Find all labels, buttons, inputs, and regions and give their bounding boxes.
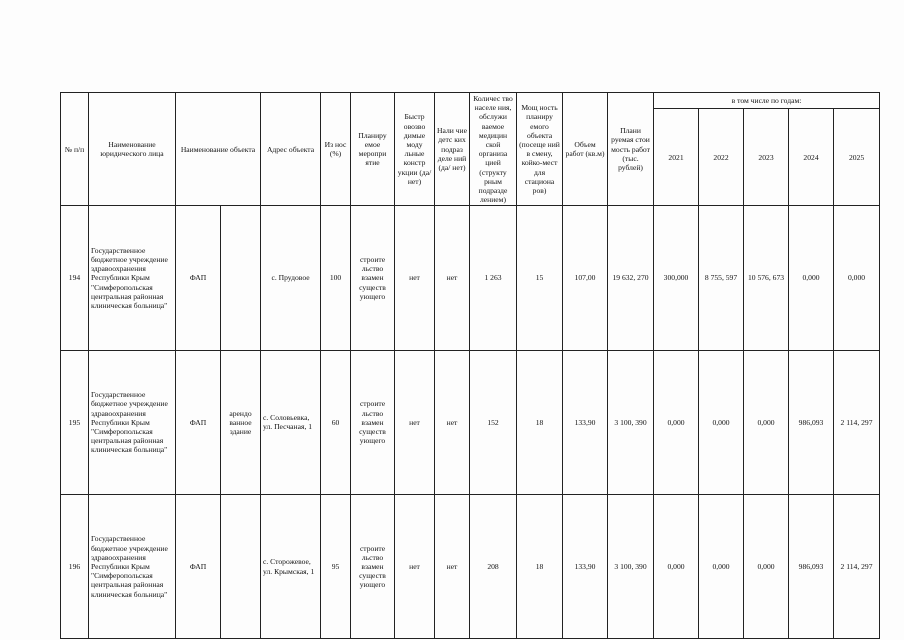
cell-planned-event: строите льство взамен существ ующего	[351, 206, 395, 350]
header-modular: Быстр овозво димые моду льные констр укции (да/ нет)	[395, 93, 435, 206]
cell-year-2024: 986,093	[789, 350, 834, 494]
cell-modular: нет	[395, 350, 435, 494]
cell-children-unit: нет	[435, 350, 470, 494]
cell-wear: 95	[321, 494, 351, 638]
header-year-2025: 2025	[834, 109, 880, 206]
header-capacity: Мощ ность планиру емого объекта (посеще ний в смену, койко-мест для стациона ров)	[517, 93, 563, 206]
cell-address: с. Соловьевка, ул. Песчаная, 1	[261, 350, 321, 494]
cell-planned-cost: 3 100, 390	[608, 494, 654, 638]
cell-capacity: 18	[517, 350, 563, 494]
cell-year-2022: 0,000	[699, 494, 744, 638]
cell-children-unit: нет	[435, 494, 470, 638]
cell-children-unit: нет	[435, 206, 470, 350]
header-address: Адрес объекта	[261, 93, 321, 206]
header-planned-cost: Плани руемая стои мость работ (тыс. рублей)	[608, 93, 654, 206]
cell-num: 196	[61, 494, 89, 638]
header-year-2024: 2024	[789, 109, 834, 206]
cell-year-2025: 0,000	[834, 206, 880, 350]
cell-legal-entity: Государственное бюджетное учреждение здравоохранения Республики Крым "Симферопольская центральная районная клиническая больница"	[89, 206, 176, 350]
header-planned-event: Планиру емое меропри ятие	[351, 93, 395, 206]
cell-year-2022: 0,000	[699, 350, 744, 494]
cell-capacity: 15	[517, 206, 563, 350]
cell-address: с. Сторожевое, ул. Крымская, 1	[261, 494, 321, 638]
cell-year-2023: 10 576, 673	[744, 206, 789, 350]
cell-year-2024: 986,093	[789, 494, 834, 638]
investment-table	[60, 92, 880, 639]
cell-planned-cost: 19 632, 270	[608, 206, 654, 350]
cell-address: с. Прудовое	[261, 206, 321, 350]
cell-population: 208	[470, 494, 517, 638]
cell-year-2021: 0,000	[654, 494, 699, 638]
cell-year-2025: 2 114, 297	[834, 350, 880, 494]
header-object-name: Наименование объекта	[176, 93, 261, 206]
header-row-top	[61, 93, 880, 109]
cell-modular: нет	[395, 494, 435, 638]
header-volume: Объем работ (кв.м)	[563, 93, 608, 206]
cell-num: 195	[61, 350, 89, 494]
table-row	[61, 494, 880, 638]
cell-population: 152	[470, 350, 517, 494]
table-row	[61, 350, 880, 494]
cell-population: 1 263	[470, 206, 517, 350]
cell-volume: 133,90	[563, 494, 608, 638]
header-wear: Из нос (%)	[321, 93, 351, 206]
cell-object-type: ФАП	[176, 350, 221, 494]
cell-legal-entity: Государственное бюджетное учреждение здравоохранения Республики Крым "Симферопольская центральная районная клиническая больница"	[89, 350, 176, 494]
cell-planned-cost: 3 100, 390	[608, 350, 654, 494]
header-years-group: в том числе по годам:	[654, 93, 880, 109]
header-year-2022: 2022	[699, 109, 744, 206]
cell-year-2021: 0,000	[654, 350, 699, 494]
cell-wear: 60	[321, 350, 351, 494]
cell-year-2023: 0,000	[744, 350, 789, 494]
header-year-2021: 2021	[654, 109, 699, 206]
cell-object-type: ФАП	[176, 206, 221, 350]
cell-object-note: арендо ванное здание	[221, 350, 261, 494]
header-population: Количес тво населе ния, обслужи ваемое медицин ской организа цией (структу рным подразде лением)	[470, 93, 517, 206]
cell-volume: 133,90	[563, 350, 608, 494]
cell-modular: нет	[395, 206, 435, 350]
cell-year-2022: 8 755, 597	[699, 206, 744, 350]
cell-object-note	[221, 494, 261, 638]
cell-num: 194	[61, 206, 89, 350]
cell-year-2023: 0,000	[744, 494, 789, 638]
cell-planned-event: строите льство взамен существ ующего	[351, 350, 395, 494]
cell-legal-entity: Государственное бюджетное учреждение здравоохранения Республики Крым "Симферопольская центральная районная клиническая больница"	[89, 494, 176, 638]
header-legal-entity: Наименование юридического лица	[89, 93, 176, 206]
table-row	[61, 206, 880, 350]
header-num: № п/п	[61, 93, 89, 206]
cell-year-2021: 300,000	[654, 206, 699, 350]
cell-object-type: ФАП	[176, 494, 221, 638]
cell-year-2025: 2 114, 297	[834, 494, 880, 638]
cell-wear: 100	[321, 206, 351, 350]
cell-year-2024: 0,000	[789, 206, 834, 350]
header-year-2023: 2023	[744, 109, 789, 206]
cell-capacity: 18	[517, 494, 563, 638]
cell-planned-event: строите льство взамен существ ующего	[351, 494, 395, 638]
cell-volume: 107,00	[563, 206, 608, 350]
cell-object-note	[221, 206, 261, 350]
header-children-unit: Нали чие детс ких подраз деле ний (да/ нет)	[435, 93, 470, 206]
